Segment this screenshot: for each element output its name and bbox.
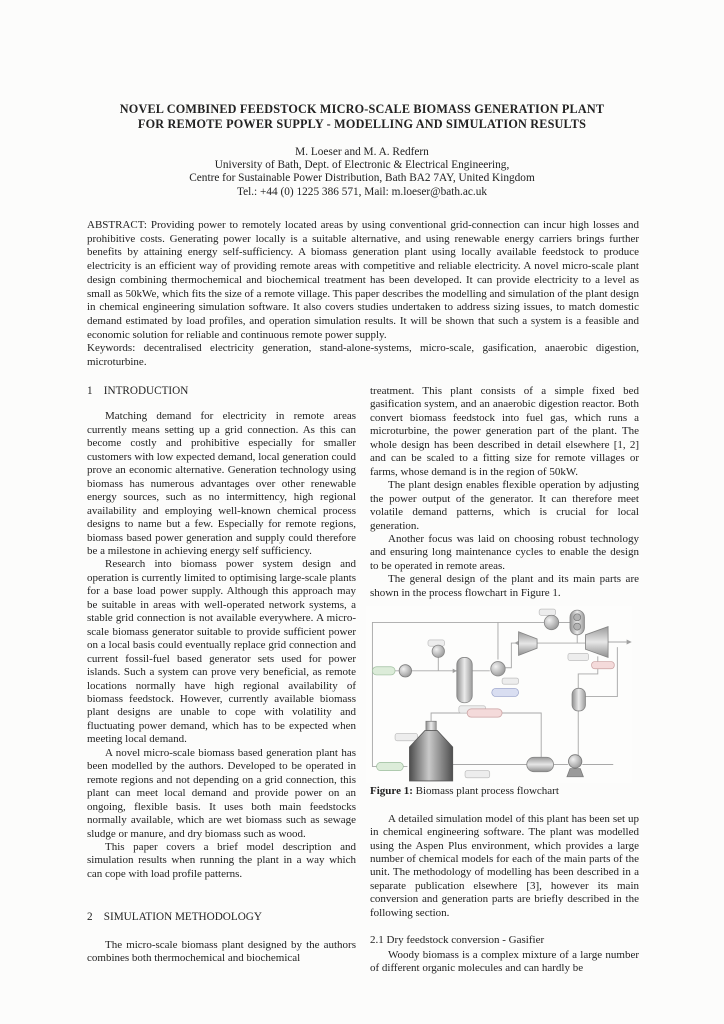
paragraph: This paper covers a brief model description and simulation results when running the plant in a way which can cope with load profile patterns. — [87, 840, 356, 880]
stream-label — [465, 771, 490, 778]
gas-stream-label — [492, 689, 519, 697]
abstract-section — [87, 219, 639, 370]
paper-title-block — [0, 102, 724, 132]
right-column — [370, 385, 639, 976]
compressor-icon — [519, 632, 538, 656]
paragraph: A novel micro-scale biomass based generation plant has been modelled by the authors. Developed to be operated in remote regions and not depending on a grid connection, this plant can meet local demand and provide power on an ongoing, flexible basis. It uses both main feedstocks normally available, which are wet biomass such as sewage sludge or manure, and dry biomass such as wood. — [87, 746, 356, 840]
author-block — [0, 146, 724, 199]
power-stream-label — [592, 662, 615, 669]
biogas-stream-label — [467, 709, 502, 717]
pump-icon — [567, 755, 583, 777]
section-1-heading: 1 INTRODUCTION — [87, 385, 189, 397]
paragraph: The micro-scale biomass plant designed by the authors combines both thermochemical and biochemical — [87, 938, 356, 965]
combustor-icon — [544, 616, 558, 630]
paragraph: Woody biomass is a complex mixture of a large number of different organic molecules and can hardly be — [370, 948, 639, 975]
process-flowchart-svg — [366, 606, 632, 783]
wet-feed-stream-label — [377, 763, 404, 771]
turbine-icon — [585, 627, 608, 658]
gasifier-column-icon — [457, 658, 472, 703]
blower-icon — [399, 665, 411, 677]
heat-exchanger-icon — [570, 610, 584, 635]
paragraph: Matching demand for electricity in remote areas currently means setting up a grid connection. As this can become costly and prohibitive especially for smaller customers with low expected demand, local generation could prove an economic alternative. Generation technology using biomass has numerous advantages over other renewable energy sources, such as no intermittency, high regional availability and employing well-known chemical process designs to name but a few. Especially for remote regions, biomass based power generation and supply could therefore be a milestone in achieving energy self sufficiency. — [87, 410, 356, 557]
figure-1-caption — [370, 785, 634, 798]
section-2-heading: 2 SIMULATION METHODOLOGY — [87, 911, 262, 924]
screw-feeder-icon — [432, 645, 444, 657]
abstract-keywords: Keywords: decentralised electricity generation, stand-alone-systems, micro-scale, gasification, anaerobic digestion, microturbine. — [87, 342, 639, 369]
paragraph: A detailed simulation model of this plant has been set up in chemical engineering software. The plant was modelled using the Aspen Plus environment, which provides a large number of chemical models for each of the main parts of the unit. The methodology of modelling has been described in a separate publication elsewhere [3], however its main conversion and generation parts are briefly described in the following section. — [370, 812, 639, 919]
paragraph: The general design of the plant and its main parts are shown in the process flowchart in Figure 1. — [370, 573, 639, 599]
stream-label — [568, 654, 589, 661]
stream-label — [539, 609, 555, 615]
subsection-2-1-heading: 2.1 Dry feedstock conversion - Gasifier — [370, 934, 545, 947]
abstract-text: ABSTRACT: Providing power to remotely located areas by using conventional grid-connection can incur high losses and prohibitive costs. Generating power locally is a suitable alternative, and using renewable energy carriers brings further benefits by attaining energy self-sufficiency. A biomass generation plant using locally available feedstock to produce electricity is an efficient way of providing remote areas with competitive and reliable electricity. A novel micro-scale plant design combining thermochemical and biochemical treatment has been developed. It can provide electricity to a level as small as 50kWe, which fits the size of a remote village. This paper describes the modelling and simulation of the plant design in chemical engineering simulation software. It also covers studies undertaken to address sizing issues, to match domestic demand estimated by load profiles, and operation simulation results. It will be shown that such a system is a feasible and economic solution for reliable and continuous remote power supply. — [87, 219, 639, 341]
paragraph: The plant design enables flexible operation by adjusting the power output of the generator. It can therefore meet volatile demand patterns, which is crucial for local generation. — [370, 479, 639, 532]
affiliation-line2: Centre for Sustainable Power Distribution, Bath BA2 7AY, United Kingdom — [189, 172, 535, 185]
figure-1-caption-label: Figure 1: — [370, 785, 413, 798]
paper-title-line1: NOVEL COMBINED FEEDSTOCK MICRO-SCALE BIOMASS GENERATION PLANT — [119, 102, 605, 116]
paper-title-line2: FOR REMOTE POWER SUPPLY - MODELLING AND SIMULATION RESULTS — [137, 117, 587, 131]
digester-tank-icon — [409, 722, 452, 782]
feed-stream-label — [372, 667, 395, 675]
affiliation-line1: University of Bath, Dept. of Electronic & Electrical Engineering, — [214, 159, 510, 172]
stream-label — [395, 734, 418, 741]
stream-label — [502, 678, 518, 684]
paragraph: treatment. This plant consists of a simple fixed bed gasification system, and an anaerobic digestion reactor. Both convert biomass feedstock into fuel gas, which runs a microturbine, the power generation part of the plant. The whole design has been described in detail elsewhere [1, 2] and can be scaled to a fitting size for remote villages or farms, whose demand is in the region of 50kW. — [370, 385, 639, 478]
paragraph: Another focus was laid on choosing robust technology and ensuring long maintenance cycles to enable the design to be operated in remote areas. — [370, 532, 639, 572]
contact-line: Tel.: +44 (0) 1225 386 571, Mail: m.loeser@bath.ac.uk — [236, 185, 488, 198]
left-column — [87, 385, 356, 966]
separator-vessel-icon — [572, 689, 585, 712]
cyclone-icon — [491, 662, 505, 676]
paragraph: Research into biomass power system design and operation is currently limited to optimising large-scale plants for a base load power supply. Although this approach may be suitable in areas with well-operated network systems, a stable grid connection is not available everywhere. A micro-scale biomass generator suitable to provide sufficient power on a local basis could eventually replace grid connection and current fossil-fuel based generator sets used for power islands. Such a system can prove very beneficial, as remote locations normally have high regional availability of biomass feedstock. However, currently available biomass plant designs are unable to cope with volatility and fluctuating power demand, which has to be expected when meeting local demand. — [87, 558, 356, 746]
authors: M. Loeser and M. A. Redfern — [295, 146, 429, 158]
figure-1-caption-text: Biomass plant process flowchart — [412, 785, 559, 798]
flash-drum-icon — [527, 758, 554, 772]
figure-1-flowchart — [366, 606, 634, 798]
